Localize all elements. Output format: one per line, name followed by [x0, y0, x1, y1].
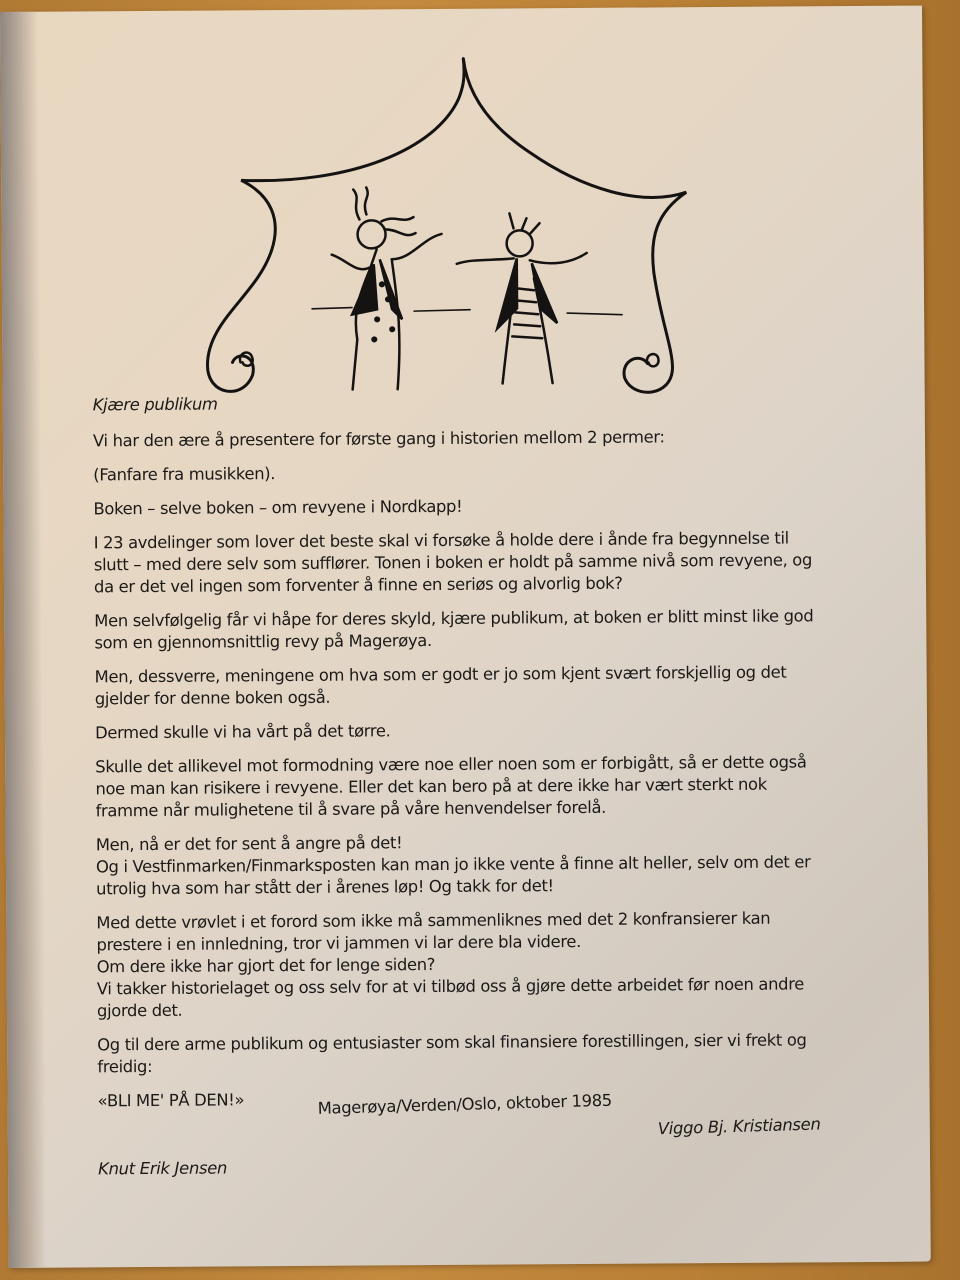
paragraph: Vi har den ære å presentere for første gang i historien mellom 2 permer:: [92, 427, 665, 451]
book-page: [0, 6, 931, 1268]
book-spine-shadow: [0, 12, 47, 1268]
slogan: «BLI ME' PÅ DEN!»: [97, 1090, 245, 1111]
paragraph: Men, dessverre, meningene om hva som er godt er jo som kjent svært forskjellig og det gjelder for denne boken også.: [94, 662, 787, 709]
paragraph: Skulle det allikevel mot formodning være noe eller noen som er forbigått, så er dette også noe man kan risikere i revyene. Eller det kan bero på at dere ikke har vært sterkt nok framme når mulighetene til å svare på våre henvendelser forelå.: [95, 752, 807, 821]
foreword-body: [93, 389, 828, 1124]
place-and-date: Magerøya/Verden/Oslo, oktober 1985: [317, 1090, 613, 1118]
paragraph: Om dere ikke har gjort det for lenge siden?: [96, 954, 436, 977]
paragraph: Dermed skulle vi ha vårt på det tørre.: [94, 721, 391, 743]
paragraph: Boken – selve boken – om revyene i Nordkapp!: [93, 496, 463, 519]
paragraph: (Fanfare fra musikken).: [93, 464, 276, 485]
salutation: Kjære publikum: [92, 394, 218, 415]
paragraph: Og til dere arme publikum og entusiaster som skal finansiere forestillingen, sier vi frekt og freidig:: [97, 1030, 807, 1077]
paragraph: Med dette vrøvlet i et forord som ikke må sammenliknes med det 2 konfransierer kan prestere i en innledning, tror vi jammen vi lar dere bla videre.: [96, 908, 771, 955]
stage-curtain-illustration: [200, 7, 703, 420]
signature-knut: Knut Erik Jensen: [98, 1158, 228, 1179]
paragraph: Men selvfølgelig får vi håpe for deres skyld, kjære publikum, at boken er blitt minst like god som en gjennomsnittlig revy på Magerøya.: [94, 606, 814, 653]
paragraph: Vi takker historielaget og oss selv for at vi tilbød oss å gjøre dette arbeidet før noen andre gjorde det.: [96, 974, 805, 1021]
paragraph: I 23 avdelinger som lover det beste skal vi forsøke å holde dere i ånde fra begynnelse til slutt – med dere selv som sufflører. Tonen i boken er holdt på samme nivå som revyene, og da er det vel ingen som forventer å finne en seriøs og alvorlig bok?: [93, 528, 813, 597]
dancer-striped: [456, 213, 587, 384]
paragraph: Og i Vestfinmarken/Finmarksposten kan man jo ikke vente å finne alt heller, selv om det er utrolig hva som har stått der i årenes løp! Og takk for det!: [95, 852, 811, 899]
dancer-polka-dot: [331, 187, 442, 390]
signature-viggo: Viggo Bj. Kristiansen: [657, 1114, 821, 1139]
paragraph: Men, nå er det for sent å angre på det!: [95, 833, 403, 855]
